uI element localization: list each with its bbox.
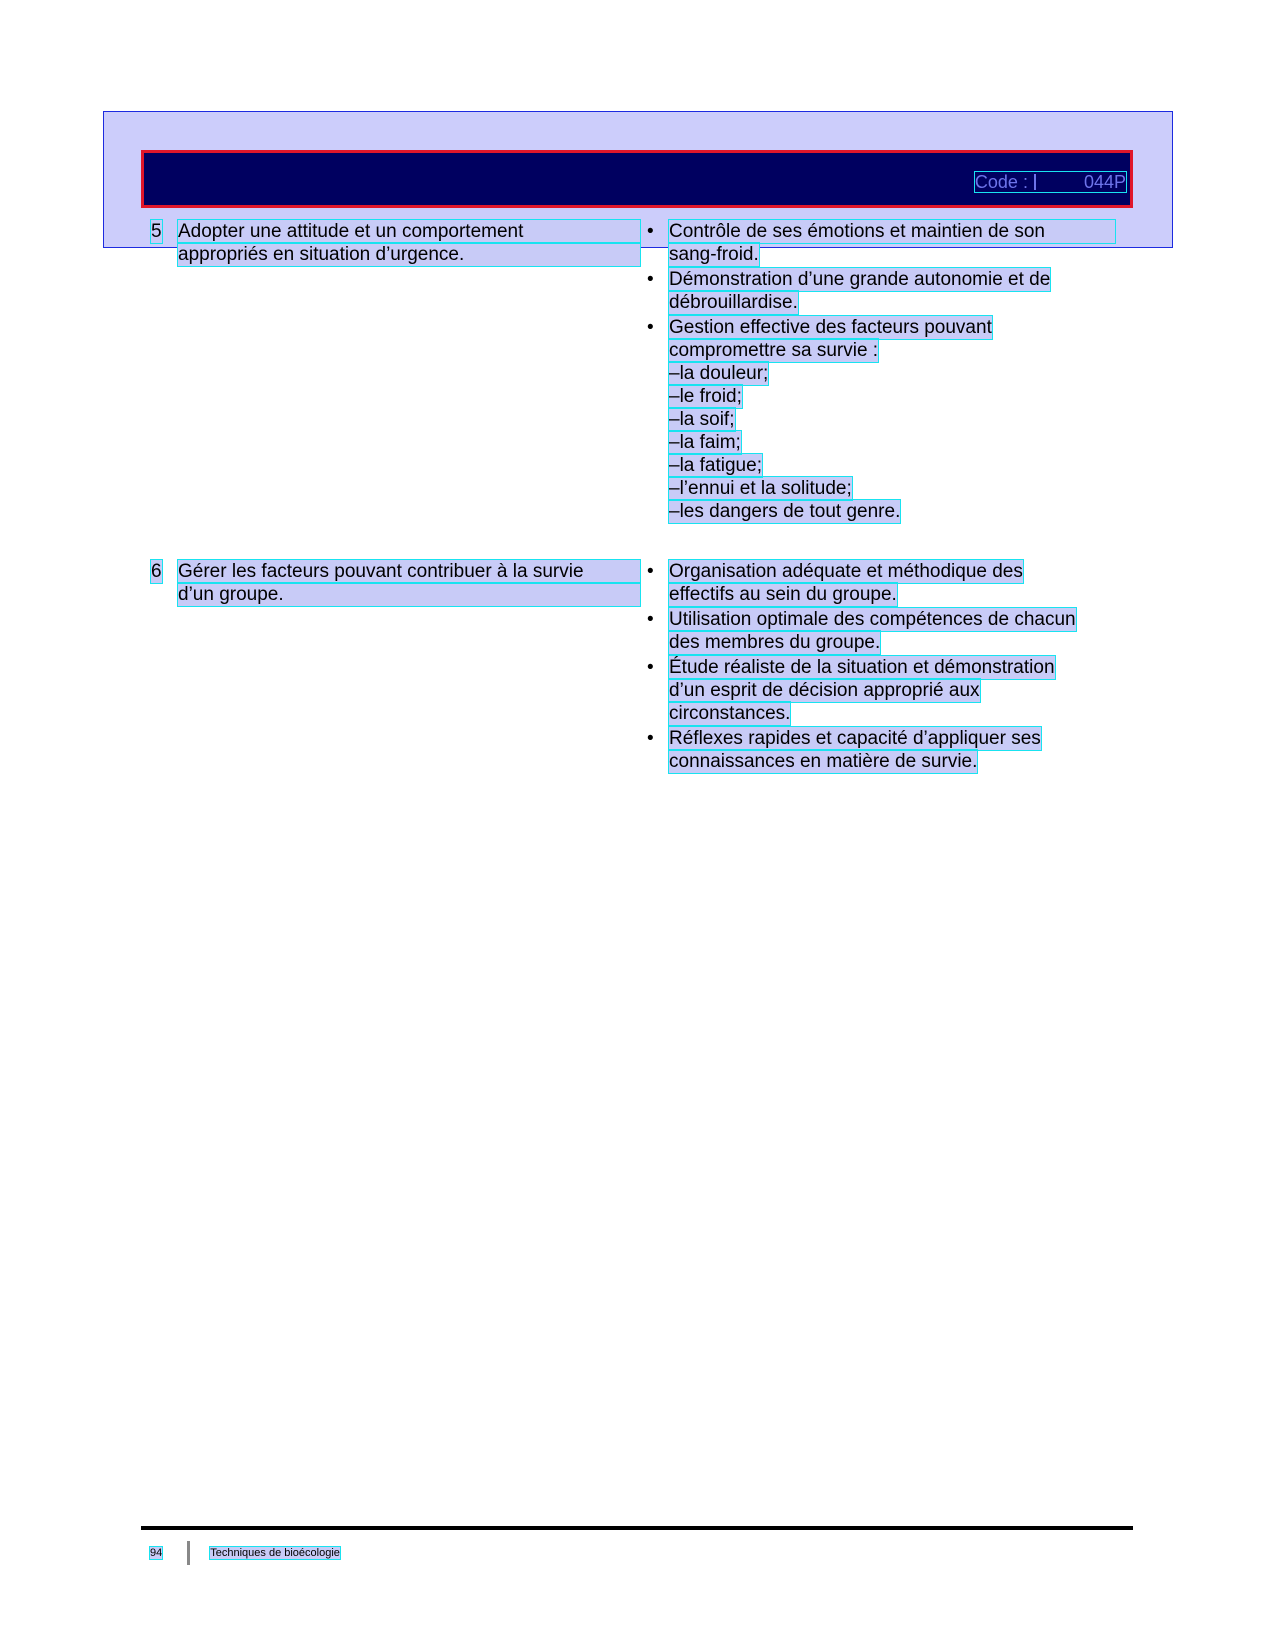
page-footer xyxy=(150,1541,340,1565)
criterion-item xyxy=(645,727,1115,773)
bullet-icon: • xyxy=(647,317,654,338)
criteria-list-6 xyxy=(645,560,1115,773)
criterion-line: Contrôle de ses émotions et maintien de son xyxy=(669,220,1115,243)
dash-icon: – xyxy=(669,363,680,384)
criterion-line: Démonstration d’une grande autonomie et de xyxy=(669,269,1051,290)
subitem xyxy=(669,454,762,477)
element-text-line: Gérer les facteurs pouvant contribuer à la survie xyxy=(178,560,640,583)
criterion-item xyxy=(645,268,1115,314)
subitem-text: la faim; xyxy=(679,432,741,453)
dash-icon: – xyxy=(669,478,680,499)
footer-separator xyxy=(187,1541,190,1565)
page-number: 94 xyxy=(150,1547,163,1559)
dash-icon: – xyxy=(669,501,680,522)
element-text xyxy=(178,560,640,606)
subitem-text: le froid; xyxy=(679,386,742,407)
code-value: 044P xyxy=(1083,171,1126,192)
code-separator xyxy=(1034,174,1036,190)
criterion-line: des membres du groupe. xyxy=(669,632,881,653)
subitem-text: la fatigue; xyxy=(679,455,762,476)
element-text-line: appropriés en situation d’urgence. xyxy=(178,243,640,266)
subitem xyxy=(669,500,900,523)
title-bar xyxy=(141,150,1133,208)
criterion-line: connaissances en matière de survie. xyxy=(669,751,978,772)
bullet-icon: • xyxy=(647,269,654,290)
element-text xyxy=(178,220,640,266)
code-field xyxy=(975,172,1126,192)
subitem-text: la douleur; xyxy=(679,363,769,384)
element-number: 6 xyxy=(151,561,162,582)
dash-icon: – xyxy=(669,386,680,407)
criterion-item xyxy=(645,608,1115,654)
criterion-item xyxy=(645,220,1115,266)
subitem-text: les dangers de tout genre. xyxy=(679,501,901,522)
subitem-text: la soif; xyxy=(679,409,735,430)
criterion-line: circonstances. xyxy=(669,703,791,724)
criterion-line: sang-froid. xyxy=(669,244,759,265)
criterion-line: Utilisation optimale des compétences de chacun xyxy=(669,609,1076,630)
criterion-item xyxy=(645,560,1115,606)
dash-icon: – xyxy=(669,409,680,430)
subitem-text: l’ennui et la solitude; xyxy=(679,478,852,499)
criteria-list-5 xyxy=(645,220,1115,523)
bullet-icon: • xyxy=(647,221,654,242)
criterion-item xyxy=(645,656,1115,725)
criterion-line: effectifs au sein du groupe. xyxy=(669,584,897,605)
element-number: 5 xyxy=(151,221,162,242)
criterion-item xyxy=(645,316,1115,523)
criterion-line: Réflexes rapides et capacité d’appliquer ses xyxy=(669,728,1041,749)
criterion-line: d’un esprit de décision approprié aux xyxy=(669,680,980,701)
element-text-line: Adopter une attitude et un comportement xyxy=(178,220,640,243)
criterion-line: compromettre sa survie : xyxy=(669,340,879,361)
subitem xyxy=(669,477,852,500)
criterion-line: Gestion effective des facteurs pouvant xyxy=(669,317,992,338)
code-label: Code : xyxy=(974,171,1028,192)
subitem xyxy=(669,362,768,385)
bullet-icon: • xyxy=(647,561,654,582)
bullet-icon: • xyxy=(647,728,654,749)
bullet-icon: • xyxy=(647,609,654,630)
bullet-icon: • xyxy=(647,657,654,678)
criterion-line: Organisation adéquate et méthodique des xyxy=(669,561,1023,582)
dash-icon: – xyxy=(669,432,680,453)
criterion-line: Étude réaliste de la situation et démonstration xyxy=(669,657,1055,678)
subitem xyxy=(669,385,742,408)
program-name: Techniques de bioécologie xyxy=(210,1547,340,1559)
element-text-line: d’un groupe. xyxy=(178,583,640,606)
subitem xyxy=(669,408,735,431)
subitem xyxy=(669,431,741,454)
footer-rule xyxy=(141,1526,1133,1530)
criterion-line: débrouillardise. xyxy=(669,292,798,313)
dash-icon: – xyxy=(669,455,680,476)
